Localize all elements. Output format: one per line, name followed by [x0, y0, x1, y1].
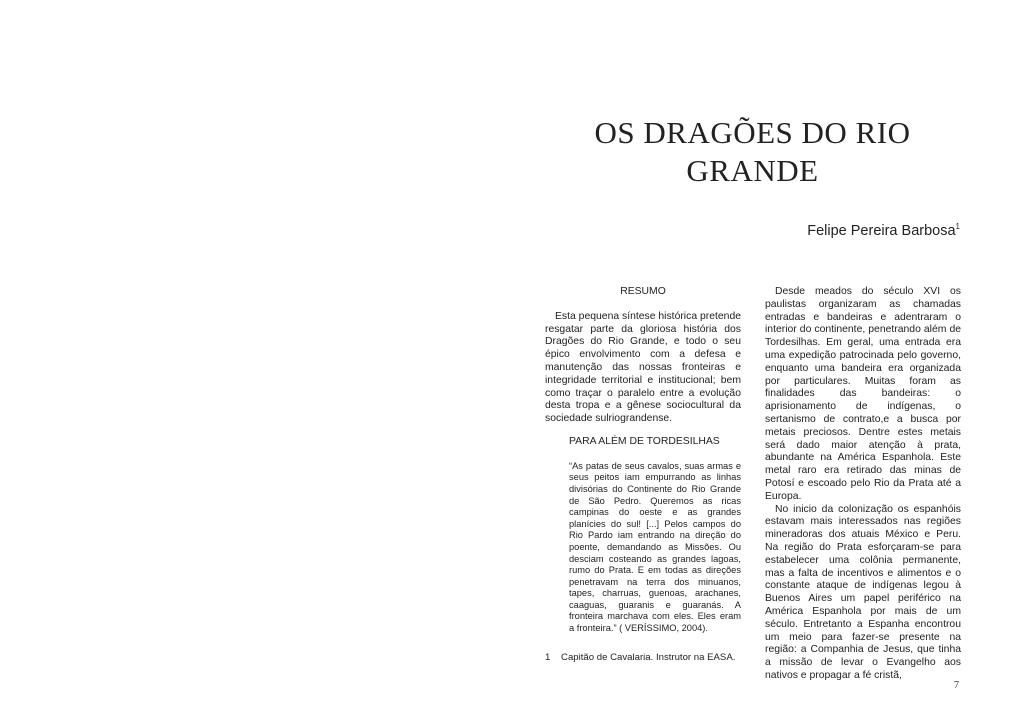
section-heading: PARA ALÉM DE TORDESILHAS: [569, 435, 720, 447]
left-column: [545, 286, 741, 635]
epigraph-quote: “As patas de seus cavalos, suas armas e seus peitos iam empurrando as linhas divisórias do Continente do Rio Grande de São Pedro. Queremos as ricas campinas do oeste e as grandes planícies do sul! [...] Pelos campos do Rio Pardo iam entrando na direção do poente, demandando as Missões. Ou desciam costeando as grandes lagoas, rumo do Prata. E em todas as direções penetravam na terra dos minuanos, tapes, charruas, guenoas, arachanes, caaguas, guaranis e guaranás. A fronteira marchava com eles. Eles eram a fronteira.” ( VERÍSSIMO, 2004).: [569, 460, 741, 634]
author-name: Felipe Pereira Barbosa: [807, 223, 956, 239]
footnote: [545, 652, 735, 663]
author-line: [807, 222, 960, 239]
body-paragraph: Desde meados do século XVI os paulistas organizaram as chamadas entradas e bandeiras e adentraram o interior do continente, penetrando além de Tordesilhas. Em geral, uma entrada era uma expedição patrocinada pelo governo, enquanto uma bandeira era organizada por particulares. Muitas foram as finalidades das bandeiras: o aprisionamento de indígenas, o sertanismo de contrato,e a busca por metais preciosos. Dentre estes metais será dado maior atenção à prata, abundante na América Espanhola. Este metal raro era retirado das minas de Potosí e escoado pelo Rio da Prata até a Europa.: [765, 286, 961, 502]
right-column: [765, 286, 961, 683]
body-paragraph: No inicio da colonização os espanhóis estavam mais interessados nas regiões mineradoras dos atuais México e Peru. Na região do Prata esforçaram-se para estabelecer uma colônia permanente, mas a falta de incentivos e alimentos e o constante ataque de indígenas legou à Buenos Aires um papel periférico na América Espanhola por mais de um século. Entretanto a Espanha encontrou um meio para fazer-se presente na região: a Companhia de Jesus, que tinha a missão de levar o Evangelho aos nativos e propagar a fé cristã,: [765, 503, 961, 681]
author-footnote-marker: 1: [955, 222, 960, 231]
footnote-text: Capitão de Cavalaria. Instrutor na EASA.: [561, 652, 736, 663]
article-title: OS DRAGÕES DO RIO GRANDE: [594, 115, 911, 188]
abstract-heading: RESUMO: [620, 286, 666, 297]
page-number: 7: [954, 680, 959, 691]
abstract-text: Esta pequena síntese histórica pretende resgatar parte da gloriosa história dos Dragões do Rio Grande, e todo o seu épico envolvimento com a defesa e manutenção das nossas fronteiras e integridade territorial e institucional; bem como traçar o paralelo entre a evolução desta tropa e a gênese sociocultural da sociedade sulriograndense.: [545, 310, 742, 425]
footnote-number: 1: [545, 652, 551, 663]
